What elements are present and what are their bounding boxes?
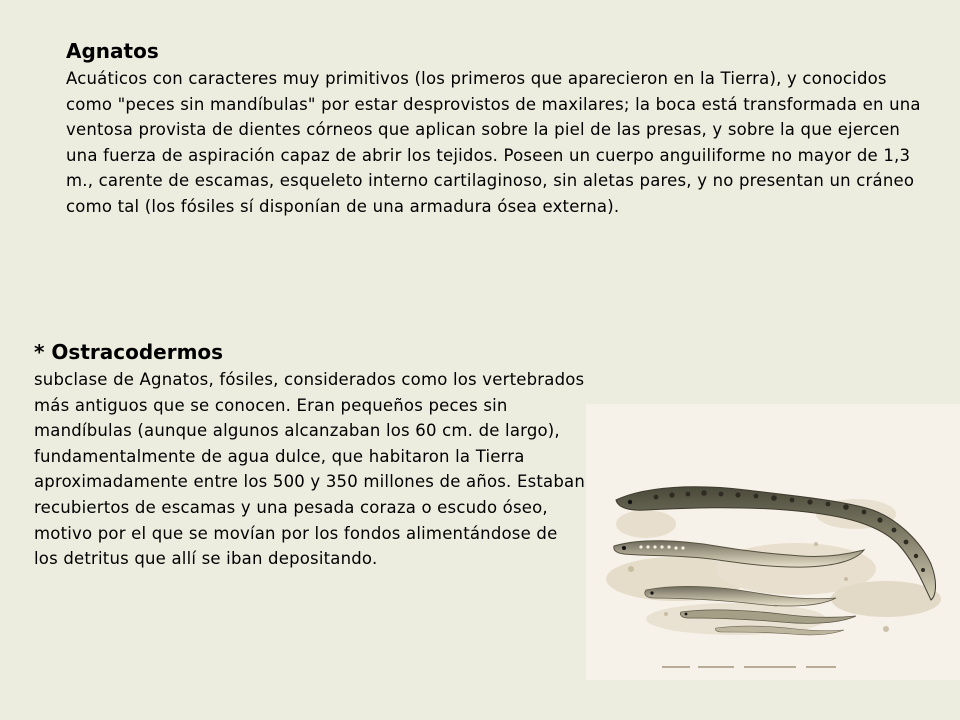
lamprey-drawing: [586, 404, 960, 680]
ostracodermos-description: subclase de Agnatos, fósiles, considerados como los vertebrados más antiguos que se conocen. Eran pequeños peces sin mandíbulas (aunque algunos alcanzaban los 60 cm. de largo), fundamentalmente de agua dulce, que habitaron la Tierra aproximadamente entre los 500 y 350 millones de años. Estaban recubiertos de escamas y una pesada coraza o escudo óseo, motivo por el que se movían por los fondos alimentándose de los detritus que allí se iban depositando.: [34, 370, 585, 569]
agnatos-title: Agnatos: [66, 39, 159, 63]
agnatos-description: Acuáticos con caracteres muy primitivos (los primeros que aparecieron en la Tierra), y conocidos como "peces sin mandíbulas" por estar desprovistos de maxilares; la boca está transformada en una ventosa provista de dientes córneos que aplican sobre la piel de las presas, y sobre la que ejercen una fuerza de aspiración capaz de abrir los tejidos. Poseen un cuerpo anguiliforme no mayor de 1,3 m., carente de escamas, esqueleto interno cartilaginoso, sin aletas pares, y no presentan un cráneo como tal (los fósiles sí disponían de una armadura ósea externa).: [66, 69, 921, 216]
ostracodermos-section: [34, 339, 586, 572]
engraving-caption: [662, 666, 836, 668]
agnatos-section: [66, 38, 926, 220]
lamprey-illustration: [586, 404, 960, 680]
ostracodermos-title: * Ostracodermos: [34, 340, 224, 364]
